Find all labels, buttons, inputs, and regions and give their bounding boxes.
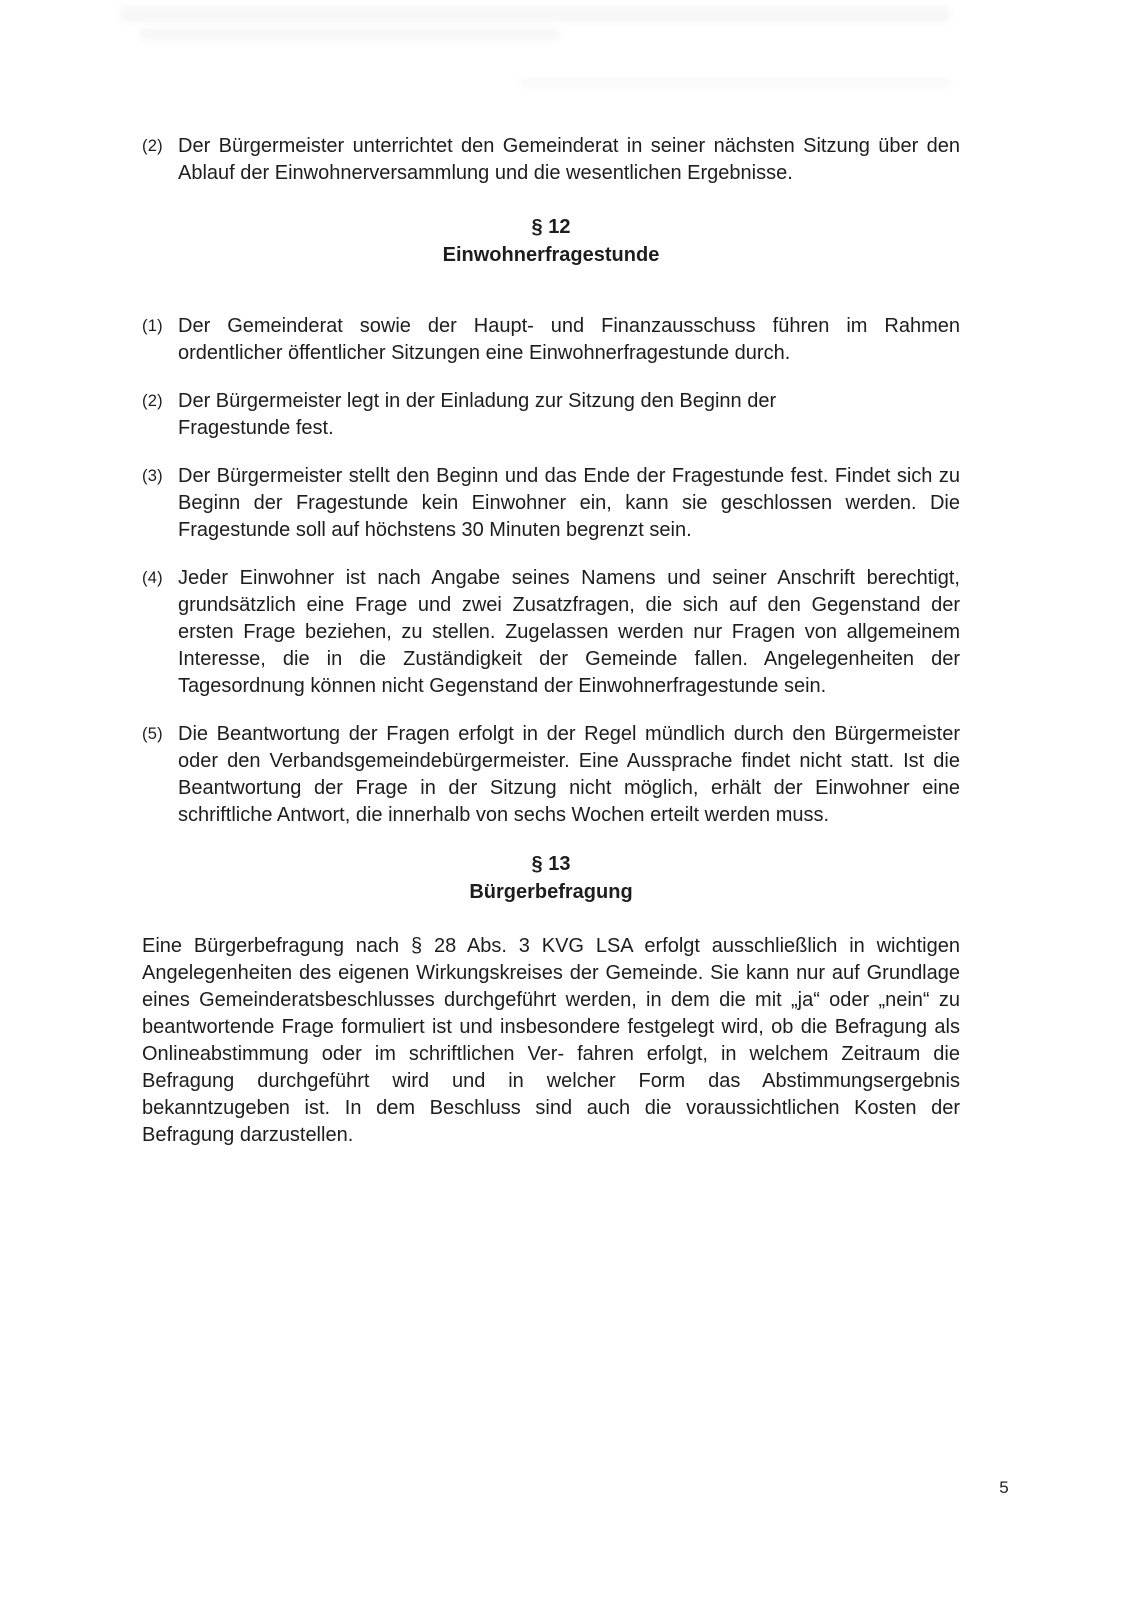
paragraph-marker: (4) (142, 569, 163, 587)
section-number: § 12 (531, 216, 571, 238)
section-heading-12 (142, 213, 960, 269)
paragraph-marker: (2) (142, 137, 163, 155)
paragraph-text: Der Bürgermeister unterrichtet den Gemeinderat in seiner nächsten Sitzung über den Ablauf der Einwohnerversammlung und die wesentlichen Ergebnisse. (178, 135, 960, 184)
numbered-paragraph (142, 388, 960, 442)
scan-artifact (140, 28, 560, 40)
paragraph-line: Fragestunde fest. (178, 417, 334, 439)
paragraph-text: Die Beantwortung der Fragen erfolgt in der Regel mündlich durch den Bürgermeister oder den Verbandsgemeindebürgermeister. Eine Aussprache findet nicht statt. Ist die Beantwortung der Frage in der Sitzung nicht möglich, erhält der Einwohner eine schriftliche Antwort, die innerhalb von sechs Wochen erteilt werden muss. (178, 723, 960, 826)
numbered-paragraph (142, 133, 960, 187)
paragraph-line: Der Bürgermeister legt in der Einladung zur Sitzung den Beginn der (178, 390, 777, 412)
page-number: 5 (999, 1478, 1009, 1497)
section-title: Bürgerbefragung (469, 881, 633, 903)
scan-artifact (520, 78, 950, 88)
paragraph-text: Jeder Einwohner ist nach Angabe seines Namens und seiner Anschrift berechtigt, grundsätzlich eine Frage und zwei Zusatzfragen, die sich auf den Gegenstand der ersten Frage beziehen, zu stellen. Zugelassen werden nur Fragen von allgemeinem Interesse, die in die Zuständigkeit der Gemeinde fallen. Angelegenheiten der Tagesordnung können nicht Gegenstand der Einwohnerfragestunde sein. (178, 567, 960, 697)
paragraph-marker: (1) (142, 317, 163, 335)
document-content (142, 133, 960, 1149)
scan-artifact (120, 6, 950, 22)
paragraph-text: Der Bürgermeister stellt den Beginn und das Ende der Fragestunde fest. Findet sich zu Beginn der Fragestunde kein Einwohner ein, kann sie geschlossen werden. Die Fragestunde soll auf höchstens 30 Minuten begrenzt sein. (178, 465, 960, 541)
section-body-text: Eine Bürgerbefragung nach § 28 Abs. 3 KVG LSA erfolgt ausschließlich in wichtigen Angelegenheiten des eigenen Wirkungskreises der Gemeinde. Sie kann nur auf Grundlage eines Gemeinderatsbeschlusses durchgeführt werden, in dem die mit „ja“ oder „nein“ zu beantwortende Frage formuliert ist und insbesondere festgelegt wird, ob die Befragung als Onlineabstimmung oder im schriftlichen Ver- fahren erfolgt, in welchem Zeitraum die Befragung durchgeführt wird und in welcher Form das Abstimmungsergebnis bekanntzugeben ist. In dem Beschluss sind auch die voraussichtlichen Kosten der Befragung darzustellen. (142, 935, 960, 1146)
numbered-paragraph (142, 565, 960, 700)
section-heading-13 (142, 850, 960, 906)
numbered-paragraph (142, 721, 960, 829)
paragraph-text (178, 388, 960, 442)
section-title: Einwohnerfragestunde (442, 244, 660, 266)
paragraph-marker: (3) (142, 467, 163, 485)
numbered-paragraph (142, 313, 960, 367)
numbered-paragraph (142, 463, 960, 544)
paragraph-marker: (5) (142, 725, 163, 743)
section-number: § 13 (531, 853, 571, 875)
paragraph-text: Der Gemeinderat sowie der Haupt- und Finanzausschuss führen im Rahmen ordentlicher öffentlicher Sitzungen eine Einwohnerfragestunde durch. (178, 315, 960, 364)
paragraph-marker: (2) (142, 392, 163, 410)
